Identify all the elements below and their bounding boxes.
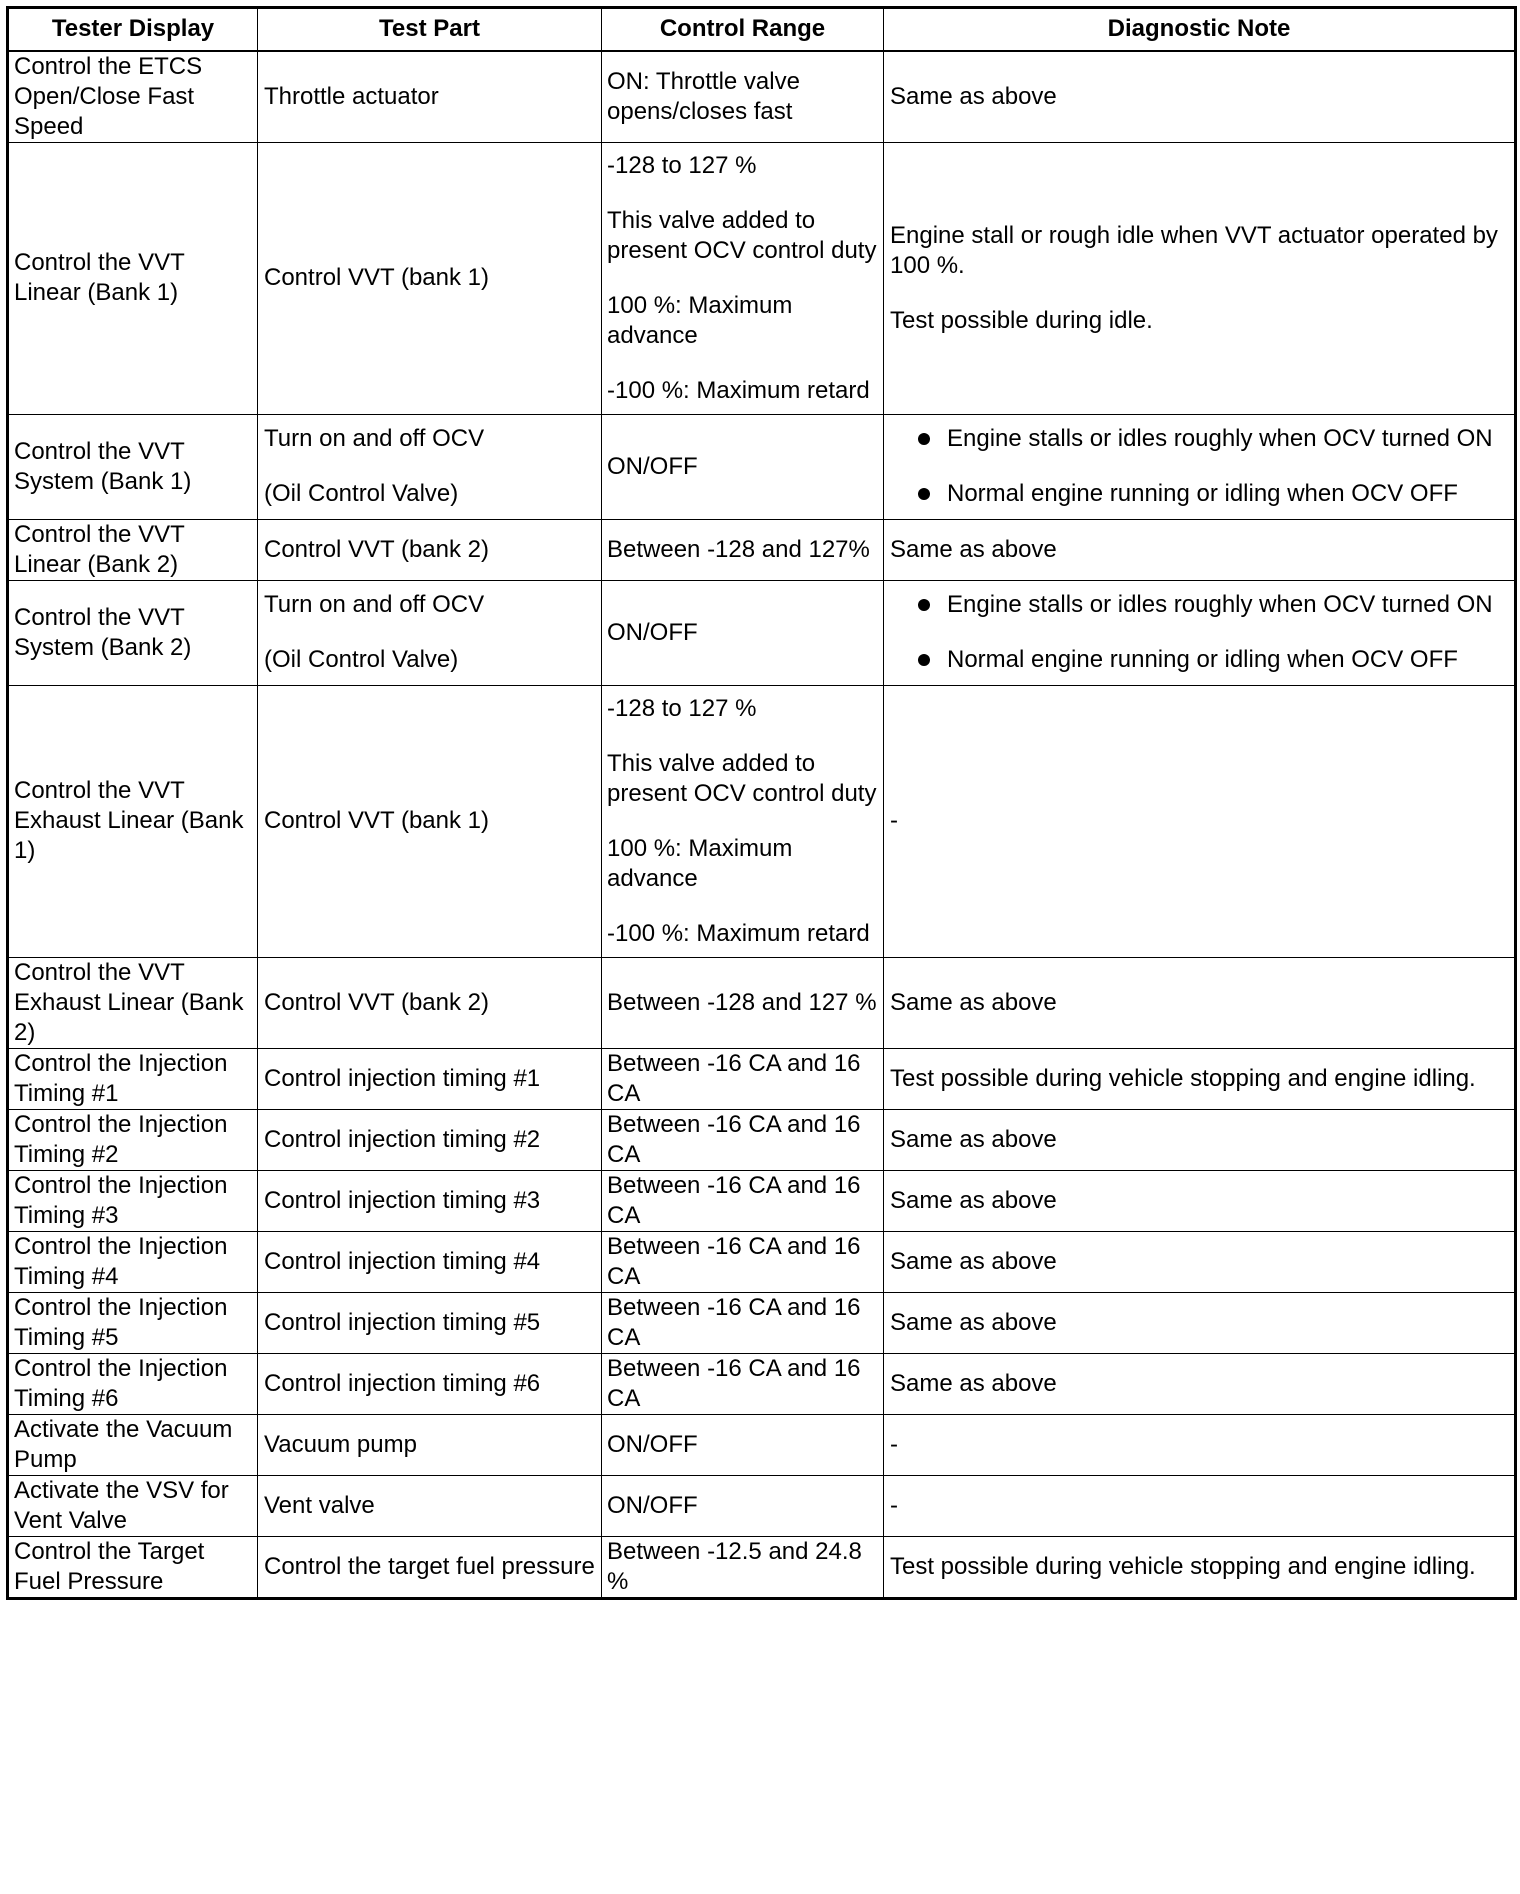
test-part-line: Control injection timing #3: [264, 1186, 541, 1214]
control-range-cell: [602, 1475, 884, 1536]
control-range-cell: [602, 51, 884, 143]
control-range-line: ON/OFF: [607, 618, 698, 646]
control-range-cell: [602, 580, 884, 685]
test-part-cell: [258, 142, 602, 414]
diagnostic-note-line: -: [890, 1491, 898, 1519]
table-row: [8, 51, 1516, 143]
test-part-line: Control injection timing #4: [264, 1247, 541, 1275]
active-test-table: [6, 6, 1517, 1600]
table-row: [8, 1292, 1516, 1353]
control-range-cell: [602, 1353, 884, 1414]
test-part-line: Control injection timing #6: [264, 1369, 541, 1397]
control-range-line: 100 %: Maximum advance: [607, 291, 793, 349]
diagnostic-note-cell: [884, 1292, 1516, 1353]
test-part-cell: [258, 1353, 602, 1414]
table-row: [8, 685, 1516, 957]
control-range-cell: [602, 1414, 884, 1475]
test-part-line: Turn on and off OCV: [264, 425, 485, 452]
diagnostic-note-cell: [884, 142, 1516, 414]
control-range-line: Between -128 and 127%: [607, 535, 870, 563]
diagnostic-note-bullet: Normal engine running or idling when OCV OFF: [890, 645, 1508, 675]
control-range-line: ON/OFF: [607, 1430, 698, 1458]
test-part-line: Control VVT (bank 1): [264, 807, 489, 834]
diagnostic-note-cell: [884, 1475, 1516, 1536]
table-row: [8, 1170, 1516, 1231]
header-diagnostic-note: Diagnostic Note: [884, 8, 1516, 51]
control-range-cell: [602, 414, 884, 519]
header-test-part: Test Part: [258, 8, 602, 51]
diagnostic-note-cell: [884, 519, 1516, 580]
header-tester-display: Tester Display: [8, 8, 258, 51]
tester-display-cell: Control the Injection Timing #3: [8, 1170, 258, 1231]
test-part-line: Control VVT (bank 2): [264, 535, 489, 563]
test-part-line: Control VVT (bank 2): [264, 988, 489, 1016]
tester-display-cell: Activate the VSV for Vent Valve: [8, 1475, 258, 1536]
diagnostic-note-line: Test possible during vehicle stopping and engine idling.: [890, 1552, 1476, 1580]
test-part-line: (Oil Control Valve): [264, 480, 459, 507]
test-part-cell: [258, 51, 602, 143]
table-row: [8, 957, 1516, 1048]
test-part-line: Vent valve: [264, 1491, 375, 1519]
control-range-line: This valve added to present OCV control duty: [607, 749, 877, 807]
diagnostic-note-line: Same as above: [890, 82, 1057, 110]
test-part-cell: [258, 1536, 602, 1598]
table-row: [8, 1353, 1516, 1414]
test-part-line: (Oil Control Valve): [264, 646, 459, 673]
diagnostic-note-cell: [884, 414, 1516, 519]
diagnostic-note-cell: [884, 580, 1516, 685]
test-part-cell: [258, 1048, 602, 1109]
header-control-range: Control Range: [602, 8, 884, 51]
diagnostic-note-line: Engine stall or rough idle when VVT actuator operated by 100 %.: [890, 221, 1498, 279]
control-range-cell: [602, 1048, 884, 1109]
test-part-line: Control injection timing #1: [264, 1064, 541, 1092]
control-range-line: -128 to 127 %: [607, 151, 757, 179]
test-part-cell: [258, 1292, 602, 1353]
test-part-cell: [258, 580, 602, 685]
diagnostic-note-line: -: [890, 807, 898, 834]
test-part-line: Turn on and off OCV: [264, 591, 485, 618]
test-part-line: Vacuum pump: [264, 1430, 417, 1458]
control-range-cell: [602, 957, 884, 1048]
diagnostic-note-line: Same as above: [890, 1186, 1057, 1214]
control-range-line: ON/OFF: [607, 1491, 698, 1519]
diagnostic-note-cell: [884, 1048, 1516, 1109]
table-row: [8, 1109, 1516, 1170]
diagnostic-note-line: Test possible during idle.: [890, 306, 1153, 334]
control-range-cell: [602, 1170, 884, 1231]
control-range-line: 100 %: Maximum advance: [607, 834, 793, 892]
diagnostic-note-list: [890, 424, 1508, 509]
test-part-line: Control VVT (bank 1): [264, 264, 489, 291]
tester-display-cell: Control the VVT Exhaust Linear (Bank 2): [8, 957, 258, 1048]
control-range-line: Between -16 CA and 16 CA: [607, 1110, 861, 1168]
diagnostic-note-cell: [884, 685, 1516, 957]
tester-display-cell: Control the Injection Timing #1: [8, 1048, 258, 1109]
test-part-cell: [258, 519, 602, 580]
diagnostic-note-cell: [884, 957, 1516, 1048]
diagnostic-note-line: Test possible during vehicle stopping and engine idling.: [890, 1064, 1476, 1092]
tester-display-cell: Control the VVT Exhaust Linear (Bank 1): [8, 685, 258, 957]
table-row: [8, 1536, 1516, 1598]
test-part-cell: [258, 685, 602, 957]
diagnostic-note-cell: [884, 51, 1516, 143]
control-range-line: Between -16 CA and 16 CA: [607, 1049, 861, 1107]
control-range-line: Between -12.5 and 24.8 %: [607, 1537, 862, 1595]
test-part-cell: [258, 1109, 602, 1170]
control-range-line: -128 to 127 %: [607, 694, 757, 722]
table-row: [8, 414, 1516, 519]
table-row: [8, 1475, 1516, 1536]
control-range-cell: [602, 685, 884, 957]
control-range-line: Between -16 CA and 16 CA: [607, 1171, 861, 1229]
tester-display-cell: Control the VVT System (Bank 1): [8, 414, 258, 519]
diagnostic-note-bullet: Normal engine running or idling when OCV OFF: [890, 479, 1508, 509]
diagnostic-note-line: Same as above: [890, 1247, 1057, 1275]
control-range-cell: [602, 519, 884, 580]
test-part-line: Control injection timing #2: [264, 1125, 541, 1153]
diagnostic-note-cell: [884, 1231, 1516, 1292]
diagnostic-note-cell: [884, 1109, 1516, 1170]
diagnostic-note-line: Same as above: [890, 1308, 1057, 1336]
table-row: [8, 142, 1516, 414]
test-part-cell: [258, 1475, 602, 1536]
test-part-line: Throttle actuator: [264, 82, 439, 110]
diagnostic-note-list: [890, 590, 1508, 675]
test-part-cell: [258, 957, 602, 1048]
tester-display-cell: Activate the Vacuum Pump: [8, 1414, 258, 1475]
table-row: [8, 1231, 1516, 1292]
diagnostic-note-bullet: Engine stalls or idles roughly when OCV turned ON: [890, 590, 1508, 620]
tester-display-cell: Control the VVT Linear (Bank 1): [8, 142, 258, 414]
test-part-cell: [258, 414, 602, 519]
test-part-line: Control the target fuel pressure: [264, 1552, 595, 1580]
control-range-cell: [602, 1231, 884, 1292]
table-row: [8, 519, 1516, 580]
table-row: [8, 580, 1516, 685]
tester-display-cell: Control the VVT Linear (Bank 2): [8, 519, 258, 580]
tester-display-cell: Control the VVT System (Bank 2): [8, 580, 258, 685]
diagnostic-note-cell: [884, 1414, 1516, 1475]
test-part-cell: [258, 1414, 602, 1475]
diagnostic-note-cell: [884, 1170, 1516, 1231]
control-range-cell: [602, 1536, 884, 1598]
diagnostic-note-cell: [884, 1536, 1516, 1598]
control-range-line: -100 %: Maximum retard: [607, 376, 870, 404]
control-range-line: -100 %: Maximum retard: [607, 919, 870, 947]
test-part-cell: [258, 1231, 602, 1292]
control-range-line: Between -128 and 127 %: [607, 988, 877, 1016]
tester-display-cell: Control the Injection Timing #4: [8, 1231, 258, 1292]
control-range-cell: [602, 142, 884, 414]
control-range-line: ON: Throttle valve opens/closes fast: [607, 67, 800, 125]
tester-display-cell: Control the Injection Timing #6: [8, 1353, 258, 1414]
control-range-line: Between -16 CA and 16 CA: [607, 1232, 861, 1290]
diagnostic-note-cell: [884, 1353, 1516, 1414]
tester-display-cell: Control the Injection Timing #5: [8, 1292, 258, 1353]
diagnostic-note-line: Same as above: [890, 1369, 1057, 1397]
header-row: [8, 8, 1516, 51]
control-range-cell: [602, 1109, 884, 1170]
table-row: [8, 1048, 1516, 1109]
test-part-line: Control injection timing #5: [264, 1308, 541, 1336]
table-row: [8, 1414, 1516, 1475]
diagnostic-note-line: Same as above: [890, 1125, 1057, 1153]
diagnostic-note-line: Same as above: [890, 535, 1057, 563]
diagnostic-note-line: -: [890, 1430, 898, 1458]
control-range-line: Between -16 CA and 16 CA: [607, 1293, 861, 1351]
tester-display-cell: Control the Injection Timing #2: [8, 1109, 258, 1170]
diagnostic-note-line: Same as above: [890, 988, 1057, 1016]
tester-display-cell: Control the ETCS Open/Close Fast Speed: [8, 51, 258, 143]
control-range-line: ON/OFF: [607, 452, 698, 480]
test-part-cell: [258, 1170, 602, 1231]
tester-display-cell: Control the Target Fuel Pressure: [8, 1536, 258, 1598]
diagnostic-note-bullet: Engine stalls or idles roughly when OCV turned ON: [890, 424, 1508, 454]
control-range-line: Between -16 CA and 16 CA: [607, 1354, 861, 1412]
control-range-line: This valve added to present OCV control duty: [607, 206, 877, 264]
control-range-cell: [602, 1292, 884, 1353]
